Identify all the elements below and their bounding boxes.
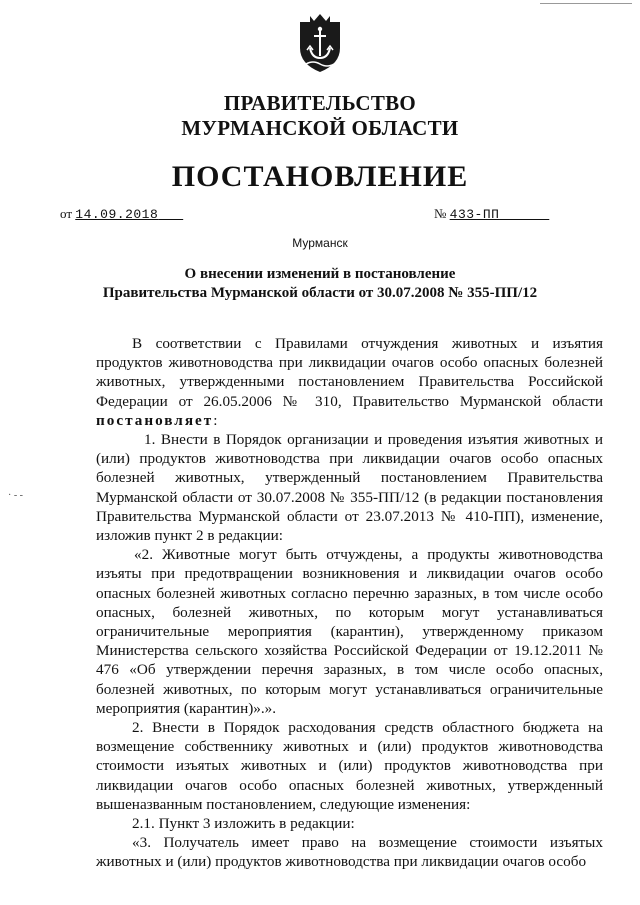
item-1-paragraph: 1. Внести в Порядок организации и проведения изъятия животных и (или) продуктов животноводства при ликвидации очагов особо опасных болезней животных, утвержденный постановлением Правительства Мурманской области от 30.07.2008 № 355-ПП/12 (в редакции постановления Правительства Мурманской области от 23.07.2013 № 410-ПП), изменение, изложив пункт 2 в редакции:	[96, 431, 603, 545]
decrees-word: постановляет	[96, 411, 214, 429]
document-date-line	[60, 206, 183, 222]
margin-mark: · - -	[8, 490, 23, 501]
preamble-text: В соответствии с Правилами отчуждения животных и изъятия продуктов животноводства при ликвидации очагов особо опасных болезней животных, утвержденными постановлением Правительства Российской Федерации от 26.05.2006 № 310, Правительство Мурманской области	[96, 335, 603, 410]
preamble-paragraph	[96, 334, 603, 430]
document-number-line	[434, 206, 549, 222]
subject-line1: О внесении изменений в постановление	[184, 266, 456, 282]
number-prefix: №	[434, 206, 447, 221]
issuing-city: Мурманск	[292, 236, 348, 250]
subject-line2: Правительства Мурманской области от 30.07.2008 № 355-ПП/12	[102, 285, 538, 301]
item-2-paragraph: 2. Внести в Порядок расходования средств областного бюджета на возмещение собственнику животных и (или) продуктов животноводства стоимости изъятых животных и (или) продуктов животноводства при ликвидации очагов особо опасных болезней животных, утвержденный вышеназванным постановлением, следующие изменения:	[96, 719, 603, 813]
document-body	[96, 334, 603, 872]
document-type-title: ПОСТАНОВЛЕНИЕ	[171, 160, 469, 193]
document-date: 14.09.2018	[75, 207, 159, 222]
item-2-1-paragraph: 2.1. Пункт 3 изложить в редакции:	[132, 815, 355, 833]
government-title-line2: МУРМАНСКОЙ ОБЛАСТИ	[181, 116, 459, 140]
quoted-point-2: «2. Животные могут быть отчуждены, а продукты животноводства изъяты при предотвращении возникновения и ликвидации очагов особо опасных болезней животных согласно перечню заразных, в том числе особо опасных, болезней животных, по которым могут устанавливаться ограничительные мероприятия (карантин), утвержденному приказом Министерства сельского хозяйства Российской Федерации от 19.12.2011 № 476 «Об утверждении перечня заразных, в том числе особо опасных, болезней животных, по которым могут устанавливаться ограничительные мероприятия (карантин)».».	[96, 546, 603, 717]
date-prefix: от	[60, 206, 73, 221]
quoted-point-3: «3. Получатель имеет право на возмещение стоимости изъятых животных и (или) продуктов животноводства при ликвидации очагов особо	[96, 834, 603, 871]
document-number: 433-ПП	[449, 207, 500, 222]
scan-edge-line	[540, 3, 632, 4]
decrees-colon: :	[213, 411, 218, 429]
coat-of-arms-icon	[296, 12, 344, 74]
government-title-line1: ПРАВИТЕЛЬСТВО	[223, 91, 417, 115]
